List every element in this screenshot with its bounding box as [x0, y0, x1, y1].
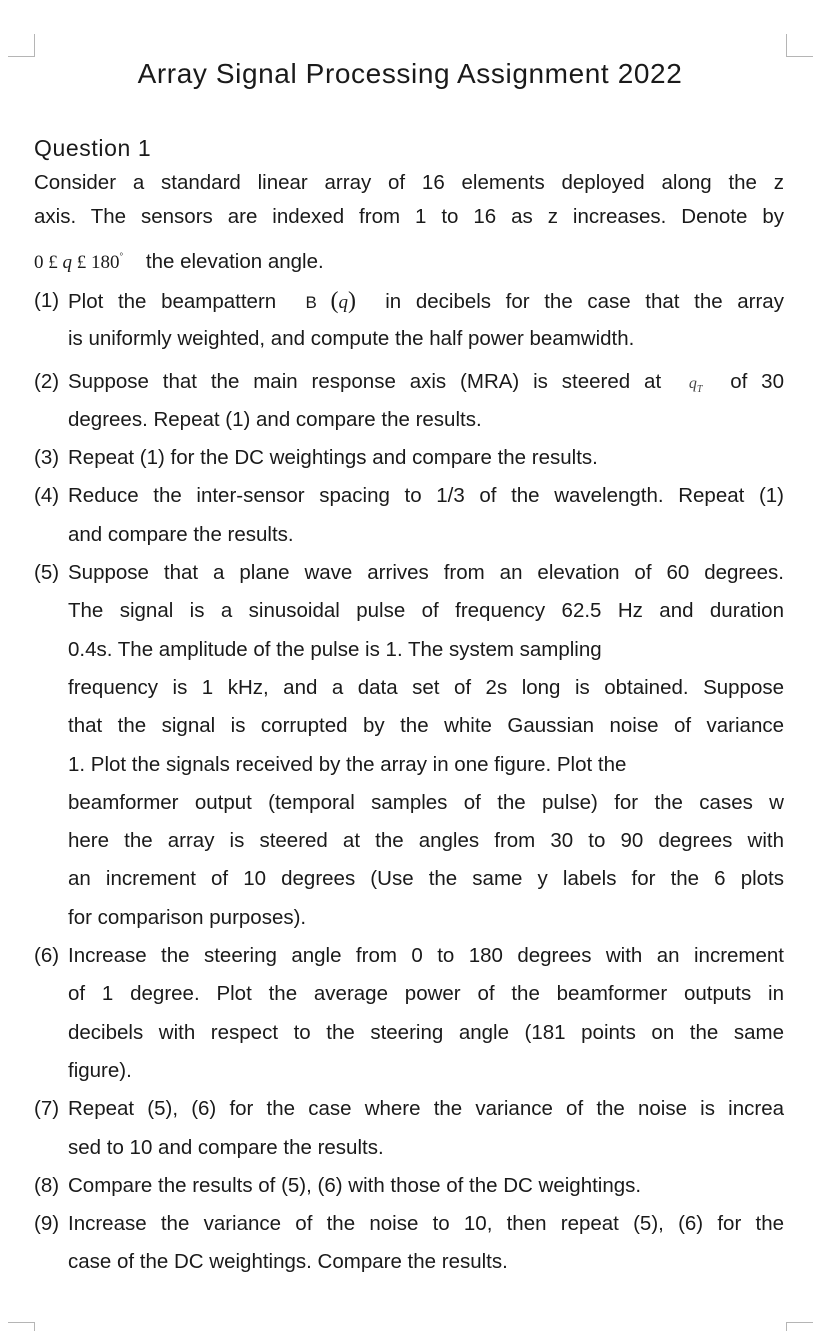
item-number: (8)	[34, 1173, 60, 1197]
item-7-line: Repeat (5), (6) for the case where the variance of the noise is increa	[68, 1097, 784, 1121]
intro-line-2: axis. The sensors are indexed from 1 to 16 as z increases. Denote by	[34, 205, 784, 228]
item-4-line-1: Reduce the inter-sensor spacing to 1/3 of the wavelength. Repeat (1)	[68, 484, 784, 508]
crop-mark-top-left	[8, 34, 35, 57]
item-1-line-1: Plot the beampattern B (q) in decibels for the case that the array	[68, 288, 784, 314]
intro-line-3-text: the elevation angle.	[145, 250, 324, 273]
item-5-line: 0.4s. The amplitude of the pulse is 1. The system sampling	[68, 637, 602, 661]
item-5-line: 1. Plot the signals received by the array in one figure. Plot the	[68, 752, 627, 776]
item-6-line: figure).	[68, 1058, 132, 1082]
intro-paragraph	[34, 166, 784, 278]
crop-mark-bottom-left	[8, 1322, 35, 1331]
item-1-line-2: is uniformly weighted, and compute the half power beamwidth.	[68, 327, 635, 351]
item-4-line-2: and compare the results.	[68, 522, 294, 546]
item-5-line: frequency is 1 kHz, and a data set of 2s long is obtained. Suppose	[68, 675, 784, 699]
question-item-8	[34, 1167, 784, 1205]
question-heading: Question 1	[34, 135, 152, 161]
item-7-line: sed to 10 and compare the results.	[68, 1135, 384, 1159]
item-number: (1)	[34, 289, 60, 312]
question-item-4	[34, 477, 784, 554]
item-5-line: for comparison purposes).	[68, 905, 307, 929]
item-3-line-1: Repeat (1) for the DC weightings and compare the results.	[68, 446, 598, 470]
item-8-line: Compare the results of (5), (6) with those of the DC weightings.	[68, 1173, 642, 1197]
crop-mark-bottom-right	[786, 1322, 813, 1331]
document-title: Array Signal Processing Assignment 2022	[137, 58, 683, 89]
question-item-1	[34, 282, 784, 359]
item-9-line: case of the DC weightings. Compare the results.	[68, 1250, 508, 1274]
question-item-9	[34, 1205, 784, 1282]
item-5-line: beamformer output (temporal samples of the pulse) for the cases w	[68, 790, 784, 814]
item-5-line: here the array is steered at the angles from 30 to 90 degrees with	[68, 829, 784, 853]
item-5-line: an increment of 10 degrees (Use the same y labels for the 6 plots	[68, 867, 784, 891]
question-item-2	[34, 363, 784, 440]
question-item-5	[34, 554, 784, 937]
crop-mark-top-right	[786, 34, 813, 57]
item-2-line-2: degrees. Repeat (1) and compare the results.	[68, 407, 482, 431]
item-5-line: Suppose that a plane wave arrives from an elevation of 60 degrees.	[68, 561, 784, 585]
item-5-line: The signal is a sinusoidal pulse of frequency 62.5 Hz and duration	[68, 599, 784, 623]
item-number: (4)	[34, 484, 60, 508]
item-number: (2)	[34, 369, 60, 393]
item-number: (9)	[34, 1212, 60, 1236]
item-number: (7)	[34, 1097, 60, 1121]
item-number: (5)	[34, 561, 60, 585]
angle-range-formula: 0 £ q £ 180°	[34, 251, 124, 273]
item-number: (3)	[34, 446, 60, 470]
question-item-3	[34, 439, 784, 477]
item-number: (6)	[34, 944, 60, 968]
question-item-7	[34, 1090, 784, 1167]
beampattern-formula: B (q)	[305, 288, 356, 314]
item-6-line: of 1 degree. Plot the average power of the beamformer outputs in	[68, 982, 784, 1006]
steering-angle-symbol: $q_T$	[688, 374, 703, 395]
item-6-line: decibels with respect to the steering angle (181 points on the same	[68, 1020, 784, 1044]
intro-line-3	[34, 234, 784, 278]
item-5-line: that the signal is corrupted by the white Gaussian noise of variance	[68, 714, 784, 738]
document-body	[34, 130, 784, 1282]
question-item-6	[34, 937, 784, 1090]
item-9-line: Increase the variance of the noise to 10, then repeat (5), (6) for the	[68, 1212, 784, 1236]
intro-line-1: Consider a standard linear array of 16 elements deployed along the z	[34, 171, 784, 194]
item-2-line-1: Suppose that the main response axis (MRA) is steered at $q_T$ of 30	[68, 369, 784, 395]
item-6-line: Increase the steering angle from 0 to 180 degrees with an increment	[68, 944, 784, 968]
